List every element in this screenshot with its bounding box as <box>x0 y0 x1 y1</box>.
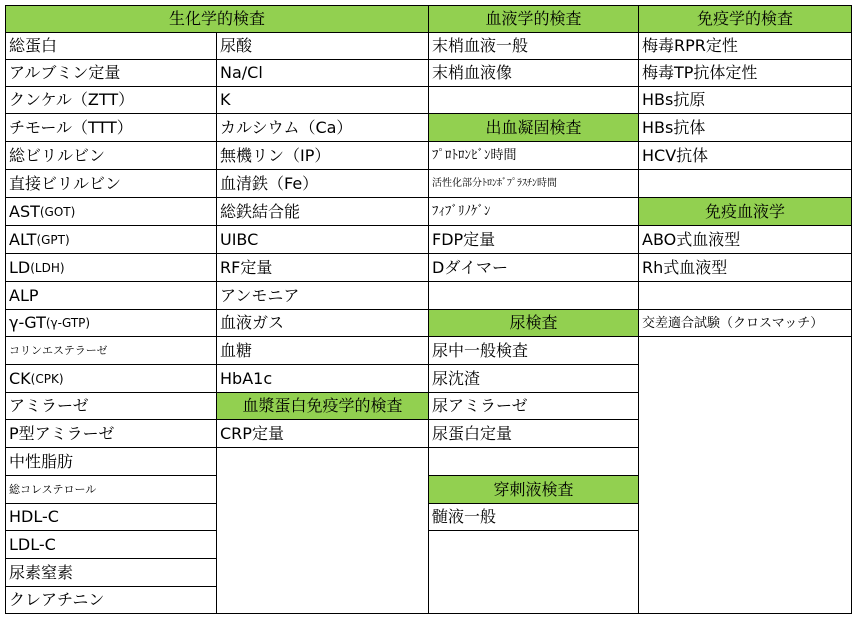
biochem-item-tibc: 総鉄結合能 <box>216 197 429 226</box>
biochem-item-ast: AST (GOT) <box>5 197 217 226</box>
biochem-item-calcium: カルシウム（Ca） <box>216 113 429 142</box>
urine-item-general: 尿中一般検査 <box>428 336 639 365</box>
immunohematology-item-crossmatch: 交差適合試験（クロスマッチ） <box>638 309 852 337</box>
empty-cell <box>428 530 639 614</box>
biochem-item-bun: 尿素窒素 <box>5 558 217 587</box>
coagulation-item-fdp: FDP定量 <box>428 225 639 254</box>
urine-item-sediment: 尿沈渣 <box>428 364 639 393</box>
immunohematology-item-rh: Rh式血液型 <box>638 253 852 282</box>
immunohematology-item-abo: ABO式血液型 <box>638 225 852 254</box>
biochem-item-ztt: クンケル（ZTT） <box>5 86 217 114</box>
biochem-item-direct-bilirubin: 直接ビリルビン <box>5 169 217 198</box>
hematology-item-cbc: 末梢血液一般 <box>428 32 639 60</box>
biochem-item-cholinesterase: コリンエステラーゼ <box>5 336 217 365</box>
header-urine: 尿検査 <box>428 309 639 337</box>
immunology-item-rpr: 梅毒RPR定性 <box>638 32 852 60</box>
empty-cell <box>216 447 429 614</box>
biochem-item-ttt: チモール（TTT） <box>5 113 217 142</box>
plasma-item-crp: CRP定量 <box>216 419 429 448</box>
biochem-item-ammonia: アンモニア <box>216 281 429 310</box>
biochem-item-creatinine: クレアチニン <box>5 586 217 614</box>
biochem-item-phosphorus: 無機リン（IP） <box>216 141 429 170</box>
biochem-item-blood-sugar: 血糖 <box>216 336 429 365</box>
biochem-item-serum-iron: 血清鉄（Fe） <box>216 169 429 198</box>
coagulation-item-pt: ﾌﾟﾛﾄﾛﾝﾋﾞﾝ時間 <box>428 141 639 170</box>
coagulation-item-aptt: 活性化部分ﾄﾛﾝﾎﾞﾌﾟﾗｽﾁﾝ時間 <box>428 169 639 198</box>
header-plasma-protein: 血漿蛋白免疫学的検査 <box>216 392 429 420</box>
biochem-item-ldl-c: LDL-C <box>5 530 217 559</box>
biochem-item-total-protein: 総蛋白 <box>5 32 217 60</box>
biochem-item-total-cholesterol: 総コレステロール <box>5 475 217 504</box>
urine-item-protein: 尿蛋白定量 <box>428 419 639 448</box>
header-immunohematology: 免疫血液学 <box>638 197 852 226</box>
empty-cell <box>428 281 639 310</box>
biochem-item-alt: ALT (GPT) <box>5 225 217 254</box>
biochem-item-ck: CK (CPK) <box>5 364 217 393</box>
biochem-item-p-amylase: P型アミラーゼ <box>5 419 217 448</box>
urine-item-amylase: 尿アミラーゼ <box>428 392 639 420</box>
biochem-item-albumin: アルブミン定量 <box>5 59 217 87</box>
biochem-item-ggt: γ-GT (γ-GTP) <box>5 309 217 337</box>
header-coagulation: 出血凝固検査 <box>428 113 639 142</box>
biochem-item-rf: RF定量 <box>216 253 429 282</box>
biochem-item-k: K <box>216 86 429 114</box>
immunology-item-tp: 梅毒TP抗体定性 <box>638 59 852 87</box>
biochem-item-triglyceride: 中性脂肪 <box>5 447 217 476</box>
biochem-item-alp: ALP <box>5 281 217 310</box>
header-immunology: 免疫学的検査 <box>638 5 852 33</box>
biochem-item-total-bilirubin: 総ビリルビン <box>5 141 217 170</box>
biochem-item-na-cl: Na/Cl <box>216 59 429 87</box>
biochem-item-blood-gas: 血液ガス <box>216 309 429 337</box>
header-biochemistry: 生化学的検査 <box>5 5 429 33</box>
immunology-item-hbs-antibody: HBs抗体 <box>638 113 852 142</box>
biochem-item-uibc: UIBC <box>216 225 429 254</box>
hematology-item-smear: 末梢血液像 <box>428 59 639 87</box>
biochem-item-amylase: アミラーゼ <box>5 392 217 420</box>
empty-cell <box>638 169 852 198</box>
biochem-item-hba1c: HbA1c <box>216 364 429 393</box>
biochem-item-hdl-c: HDL-C <box>5 503 217 531</box>
puncture-item-csf: 髄液一般 <box>428 503 639 531</box>
header-hematology: 血液学的検査 <box>428 5 639 33</box>
empty-cell <box>428 447 639 476</box>
immunology-item-hbs-antigen: HBs抗原 <box>638 86 852 114</box>
immunology-item-hcv: HCV抗体 <box>638 141 852 170</box>
header-puncture: 穿刺液検査 <box>428 475 639 504</box>
biochem-item-uric-acid: 尿酸 <box>216 32 429 60</box>
biochem-item-ld: LD (LDH) <box>5 253 217 282</box>
coagulation-item-fibrinogen: ﾌｨﾌﾞﾘﾉｹﾞﾝ <box>428 197 639 226</box>
empty-cell <box>638 336 852 614</box>
empty-cell <box>428 86 639 114</box>
empty-cell <box>638 281 852 310</box>
coagulation-item-d-dimer: Dダイマー <box>428 253 639 282</box>
